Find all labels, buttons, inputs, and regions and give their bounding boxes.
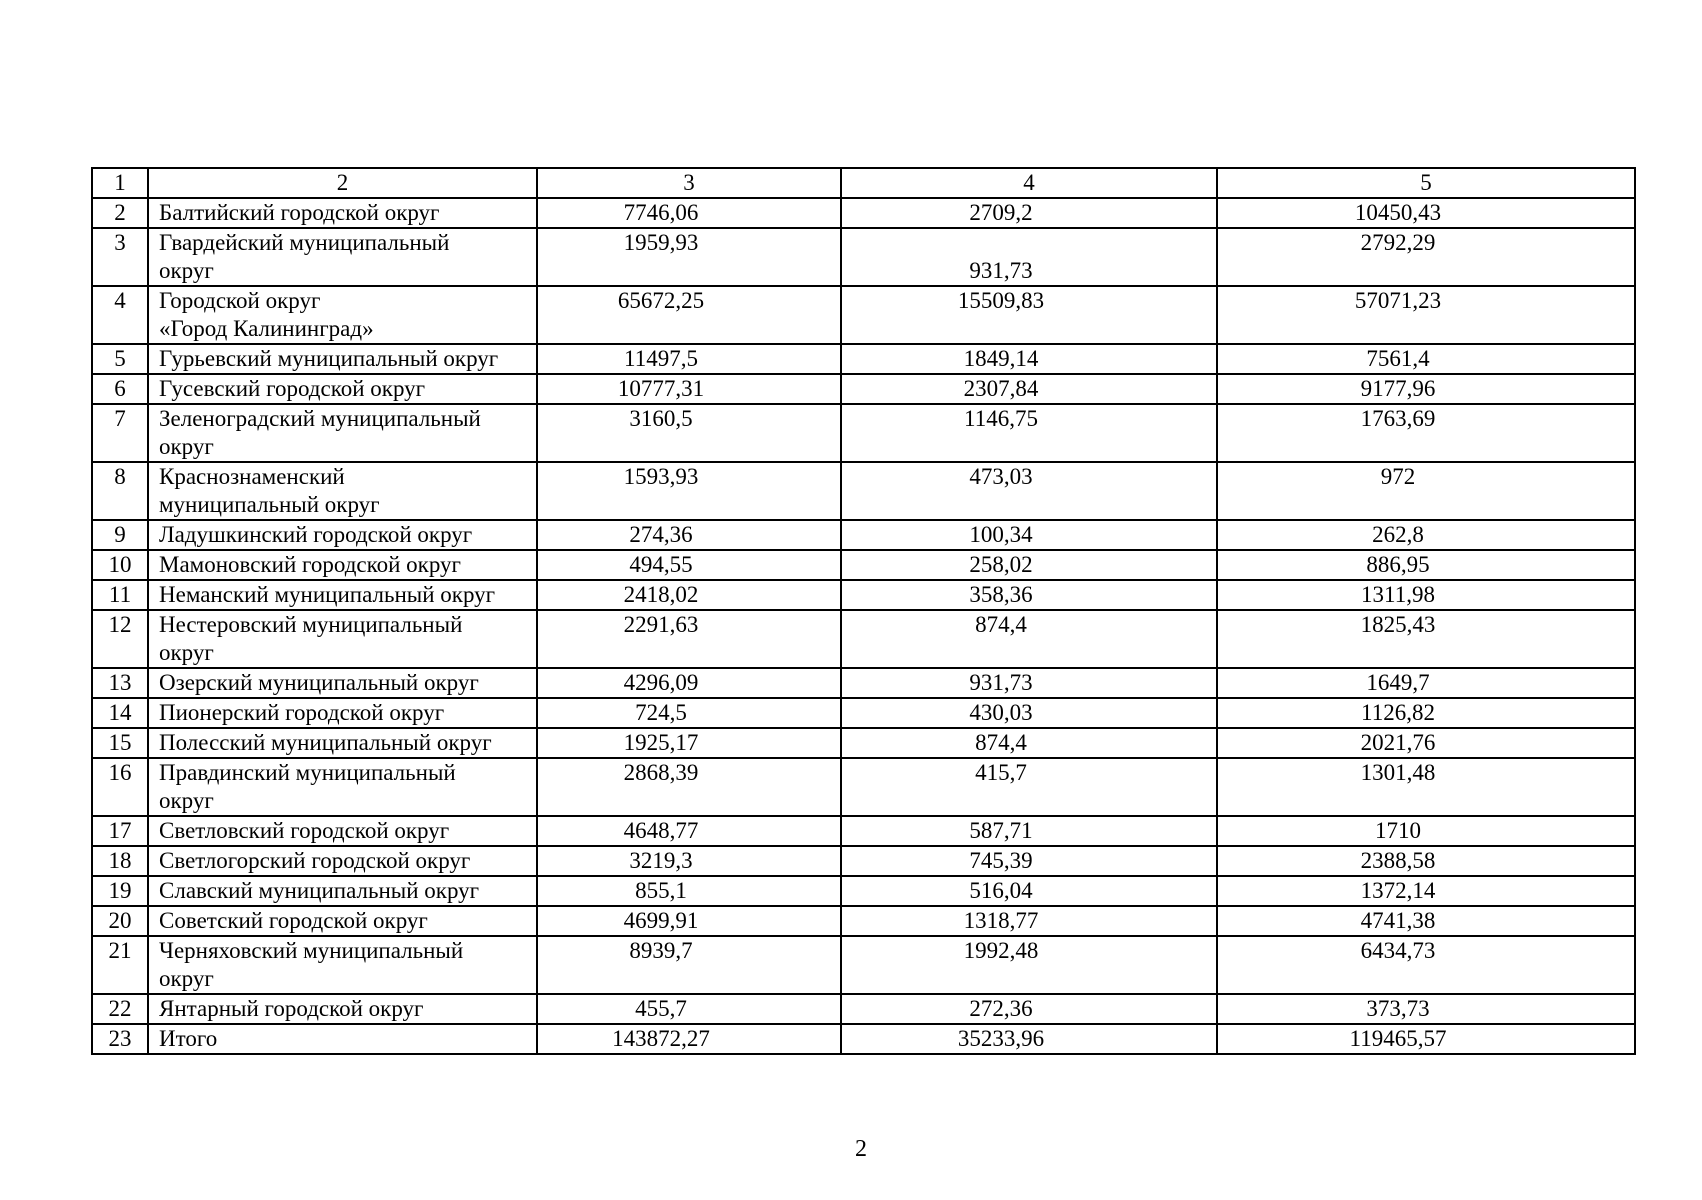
table-row (92, 344, 1635, 374)
value-cell-col-3: 4648,77 (537, 816, 841, 846)
row-number-cell: 14 (92, 698, 148, 728)
table-row (92, 198, 1635, 228)
header-cell-2: 2 (148, 168, 537, 198)
value-cell-col-3: 7746,06 (537, 198, 841, 228)
district-name-line: Городской округ (159, 288, 321, 313)
table-row (92, 728, 1635, 758)
district-name-line: Пионерский городской округ (159, 700, 445, 725)
header-cell-5: 5 (1217, 168, 1635, 198)
row-number-cell: 10 (92, 550, 148, 580)
table-row (92, 668, 1635, 698)
value-cell-col-3: 1925,17 (537, 728, 841, 758)
value-cell-col-5: 886,95 (1217, 550, 1635, 580)
value-cell-col-5: 2792,29 (1217, 228, 1635, 286)
district-name-cell (148, 906, 537, 936)
value-cell-col-4: 745,39 (841, 846, 1217, 876)
district-name-cell (148, 462, 537, 520)
value-cell-col-4: 415,7 (841, 758, 1217, 816)
district-name-line: Озерский муниципальный округ (159, 670, 479, 695)
header-cell-1: 1 (92, 168, 148, 198)
value-cell-col-3: 8939,7 (537, 936, 841, 994)
district-name-line: округ (159, 788, 214, 813)
district-name-cell (148, 936, 537, 994)
district-name-line: округ (159, 258, 214, 283)
value-cell-col-3: 3160,5 (537, 404, 841, 462)
value-cell-col-4: 258,02 (841, 550, 1217, 580)
district-name-line: Нестеровский муниципальный (159, 612, 463, 637)
value-cell-col-5: 1301,48 (1217, 758, 1635, 816)
row-number-cell: 5 (92, 344, 148, 374)
value-cell-col-4: 931,73 (841, 668, 1217, 698)
value-cell-col-4: 874,4 (841, 610, 1217, 668)
value-cell-col-5: 6434,73 (1217, 936, 1635, 994)
value-cell-col-4: 1849,14 (841, 344, 1217, 374)
table-row (92, 936, 1635, 994)
table-row (92, 374, 1635, 404)
value-cell-col-5: 4741,38 (1217, 906, 1635, 936)
value-cell-col-5: 10450,43 (1217, 198, 1635, 228)
value-cell-col-3: 2291,63 (537, 610, 841, 668)
district-name-line: Гусевский городской округ (159, 376, 426, 401)
row-number-cell: 7 (92, 404, 148, 462)
value-cell-col-4: 587,71 (841, 816, 1217, 846)
district-name-line: Черняховский муниципальный (159, 938, 464, 963)
value-cell-col-4: 430,03 (841, 698, 1217, 728)
district-name-cell (148, 198, 537, 228)
district-name-cell (148, 550, 537, 580)
value-cell-col-3: 455,7 (537, 994, 841, 1024)
district-name-line: муниципальный округ (159, 492, 380, 517)
value-cell-col-5: 972 (1217, 462, 1635, 520)
row-number-cell: 3 (92, 228, 148, 286)
district-name-cell (148, 668, 537, 698)
value-cell-col-4: 1146,75 (841, 404, 1217, 462)
row-number-cell: 4 (92, 286, 148, 344)
row-number-cell: 9 (92, 520, 148, 550)
district-name-line: округ (159, 434, 214, 459)
value-cell-col-4: 100,34 (841, 520, 1217, 550)
row-number-cell: 12 (92, 610, 148, 668)
table-row (92, 462, 1635, 520)
value-cell-col-5: 1126,82 (1217, 698, 1635, 728)
district-name-line: Ладушкинский городской округ (159, 522, 473, 547)
value-cell-col-4: 931,73 (841, 228, 1217, 286)
value-cell-col-3: 65672,25 (537, 286, 841, 344)
row-number-cell: 15 (92, 728, 148, 758)
row-number-cell: 8 (92, 462, 148, 520)
district-name-line: Славский муниципальный округ (159, 878, 480, 903)
table-row (92, 994, 1635, 1024)
district-name-line: Гурьевский муниципальный округ (159, 346, 499, 371)
row-number-cell: 22 (92, 994, 148, 1024)
header-cell-3: 3 (537, 168, 841, 198)
district-name-cell (148, 728, 537, 758)
district-name-cell (148, 286, 537, 344)
row-number-cell: 6 (92, 374, 148, 404)
table-row (92, 228, 1635, 286)
table-row (92, 580, 1635, 610)
value-cell-col-3: 724,5 (537, 698, 841, 728)
district-name-line: Светловский городской округ (159, 818, 450, 843)
value-cell-col-3: 494,55 (537, 550, 841, 580)
value-cell-col-3: 2868,39 (537, 758, 841, 816)
value-cell-col-4: 2307,84 (841, 374, 1217, 404)
value-cell-col-5: 7561,4 (1217, 344, 1635, 374)
district-name-cell (148, 698, 537, 728)
district-name-line: Полесский муниципальный округ (159, 730, 492, 755)
district-name-line: округ (159, 966, 214, 991)
table-row (92, 404, 1635, 462)
value-cell-col-5: 1763,69 (1217, 404, 1635, 462)
page-number: 2 (855, 1136, 867, 1162)
row-number-cell: 17 (92, 816, 148, 846)
table-row (92, 846, 1635, 876)
district-name-line: Светлогорский городской округ (159, 848, 471, 873)
district-name-cell (148, 580, 537, 610)
value-cell-col-5: 1372,14 (1217, 876, 1635, 906)
value-cell-col-4: 272,36 (841, 994, 1217, 1024)
district-name-line: Краснознаменский (159, 464, 345, 489)
district-name-line: «Город Калининград» (159, 316, 374, 341)
table-row (92, 876, 1635, 906)
value-cell-col-3: 143872,27 (537, 1024, 841, 1054)
value-cell-col-4: 358,36 (841, 580, 1217, 610)
row-number-cell: 13 (92, 668, 148, 698)
value-cell-col-4: 1318,77 (841, 906, 1217, 936)
district-name-line: Итого (159, 1026, 218, 1051)
district-name-cell (148, 758, 537, 816)
district-name-cell (148, 404, 537, 462)
row-number-cell: 23 (92, 1024, 148, 1054)
value-cell-col-3: 855,1 (537, 876, 841, 906)
value-cell-col-5: 2388,58 (1217, 846, 1635, 876)
district-name-line: Правдинский муниципальный (159, 760, 456, 785)
value-cell-col-3: 274,36 (537, 520, 841, 550)
table-row (92, 286, 1635, 344)
value-cell-col-3: 2418,02 (537, 580, 841, 610)
table-row (92, 698, 1635, 728)
value-cell-col-3: 1593,93 (537, 462, 841, 520)
value-cell-col-5: 2021,76 (1217, 728, 1635, 758)
table-row (92, 520, 1635, 550)
value-cell-col-5: 1825,43 (1217, 610, 1635, 668)
value-cell-col-5: 373,73 (1217, 994, 1635, 1024)
value-cell-col-3: 4699,91 (537, 906, 841, 936)
value-cell-col-3: 1959,93 (537, 228, 841, 286)
value-cell-col-3: 10777,31 (537, 374, 841, 404)
district-name-line: Янтарный городской округ (159, 996, 424, 1021)
value-cell-col-3: 3219,3 (537, 846, 841, 876)
district-name-line: Неманский муниципальный округ (159, 582, 496, 607)
row-number-cell: 19 (92, 876, 148, 906)
district-name-cell (148, 1024, 537, 1054)
value-cell-col-5: 1649,7 (1217, 668, 1635, 698)
value-cell-col-5: 1311,98 (1217, 580, 1635, 610)
table-row (92, 816, 1635, 846)
table-row (92, 550, 1635, 580)
row-number-cell: 16 (92, 758, 148, 816)
value-cell-col-5: 57071,23 (1217, 286, 1635, 344)
district-name-cell (148, 994, 537, 1024)
row-number-cell: 18 (92, 846, 148, 876)
district-name-cell (148, 374, 537, 404)
header-cell-4: 4 (841, 168, 1217, 198)
table-row (92, 610, 1635, 668)
value-cell-col-3: 4296,09 (537, 668, 841, 698)
district-name-cell (148, 876, 537, 906)
district-name-cell (148, 228, 537, 286)
row-number-cell: 2 (92, 198, 148, 228)
value-cell-col-4: 35233,96 (841, 1024, 1217, 1054)
district-name-line: Мамоновский городской округ (159, 552, 461, 577)
value-cell-col-4: 874,4 (841, 728, 1217, 758)
value-cell-col-4: 473,03 (841, 462, 1217, 520)
value-cell-col-5: 262,8 (1217, 520, 1635, 550)
district-name-line: Зеленоградский муниципальный (159, 406, 481, 431)
table-row (92, 758, 1635, 816)
value-cell-col-5: 9177,96 (1217, 374, 1635, 404)
data-table (91, 167, 1636, 1055)
table-body (92, 168, 1635, 1054)
district-name-line: округ (159, 640, 214, 665)
table-row (92, 906, 1635, 936)
value-cell-col-4: 1992,48 (841, 936, 1217, 994)
table-header-row (92, 168, 1635, 198)
district-name-line: Советский городской округ (159, 908, 428, 933)
value-cell-col-4: 15509,83 (841, 286, 1217, 344)
district-name-line: Гвардейский муниципальный (159, 230, 450, 255)
table-row (92, 1024, 1635, 1054)
value-cell-col-5: 1710 (1217, 816, 1635, 846)
value-cell-col-4: 2709,2 (841, 198, 1217, 228)
district-name-cell (148, 344, 537, 374)
value-cell-col-5: 119465,57 (1217, 1024, 1635, 1054)
value-cell-col-3: 11497,5 (537, 344, 841, 374)
district-name-cell (148, 846, 537, 876)
district-name-line: Балтийский городской округ (159, 200, 440, 225)
row-number-cell: 20 (92, 906, 148, 936)
row-number-cell: 11 (92, 580, 148, 610)
value-cell-col-4: 516,04 (841, 876, 1217, 906)
district-name-cell (148, 520, 537, 550)
row-number-cell: 21 (92, 936, 148, 994)
district-name-cell (148, 610, 537, 668)
district-name-cell (148, 816, 537, 846)
